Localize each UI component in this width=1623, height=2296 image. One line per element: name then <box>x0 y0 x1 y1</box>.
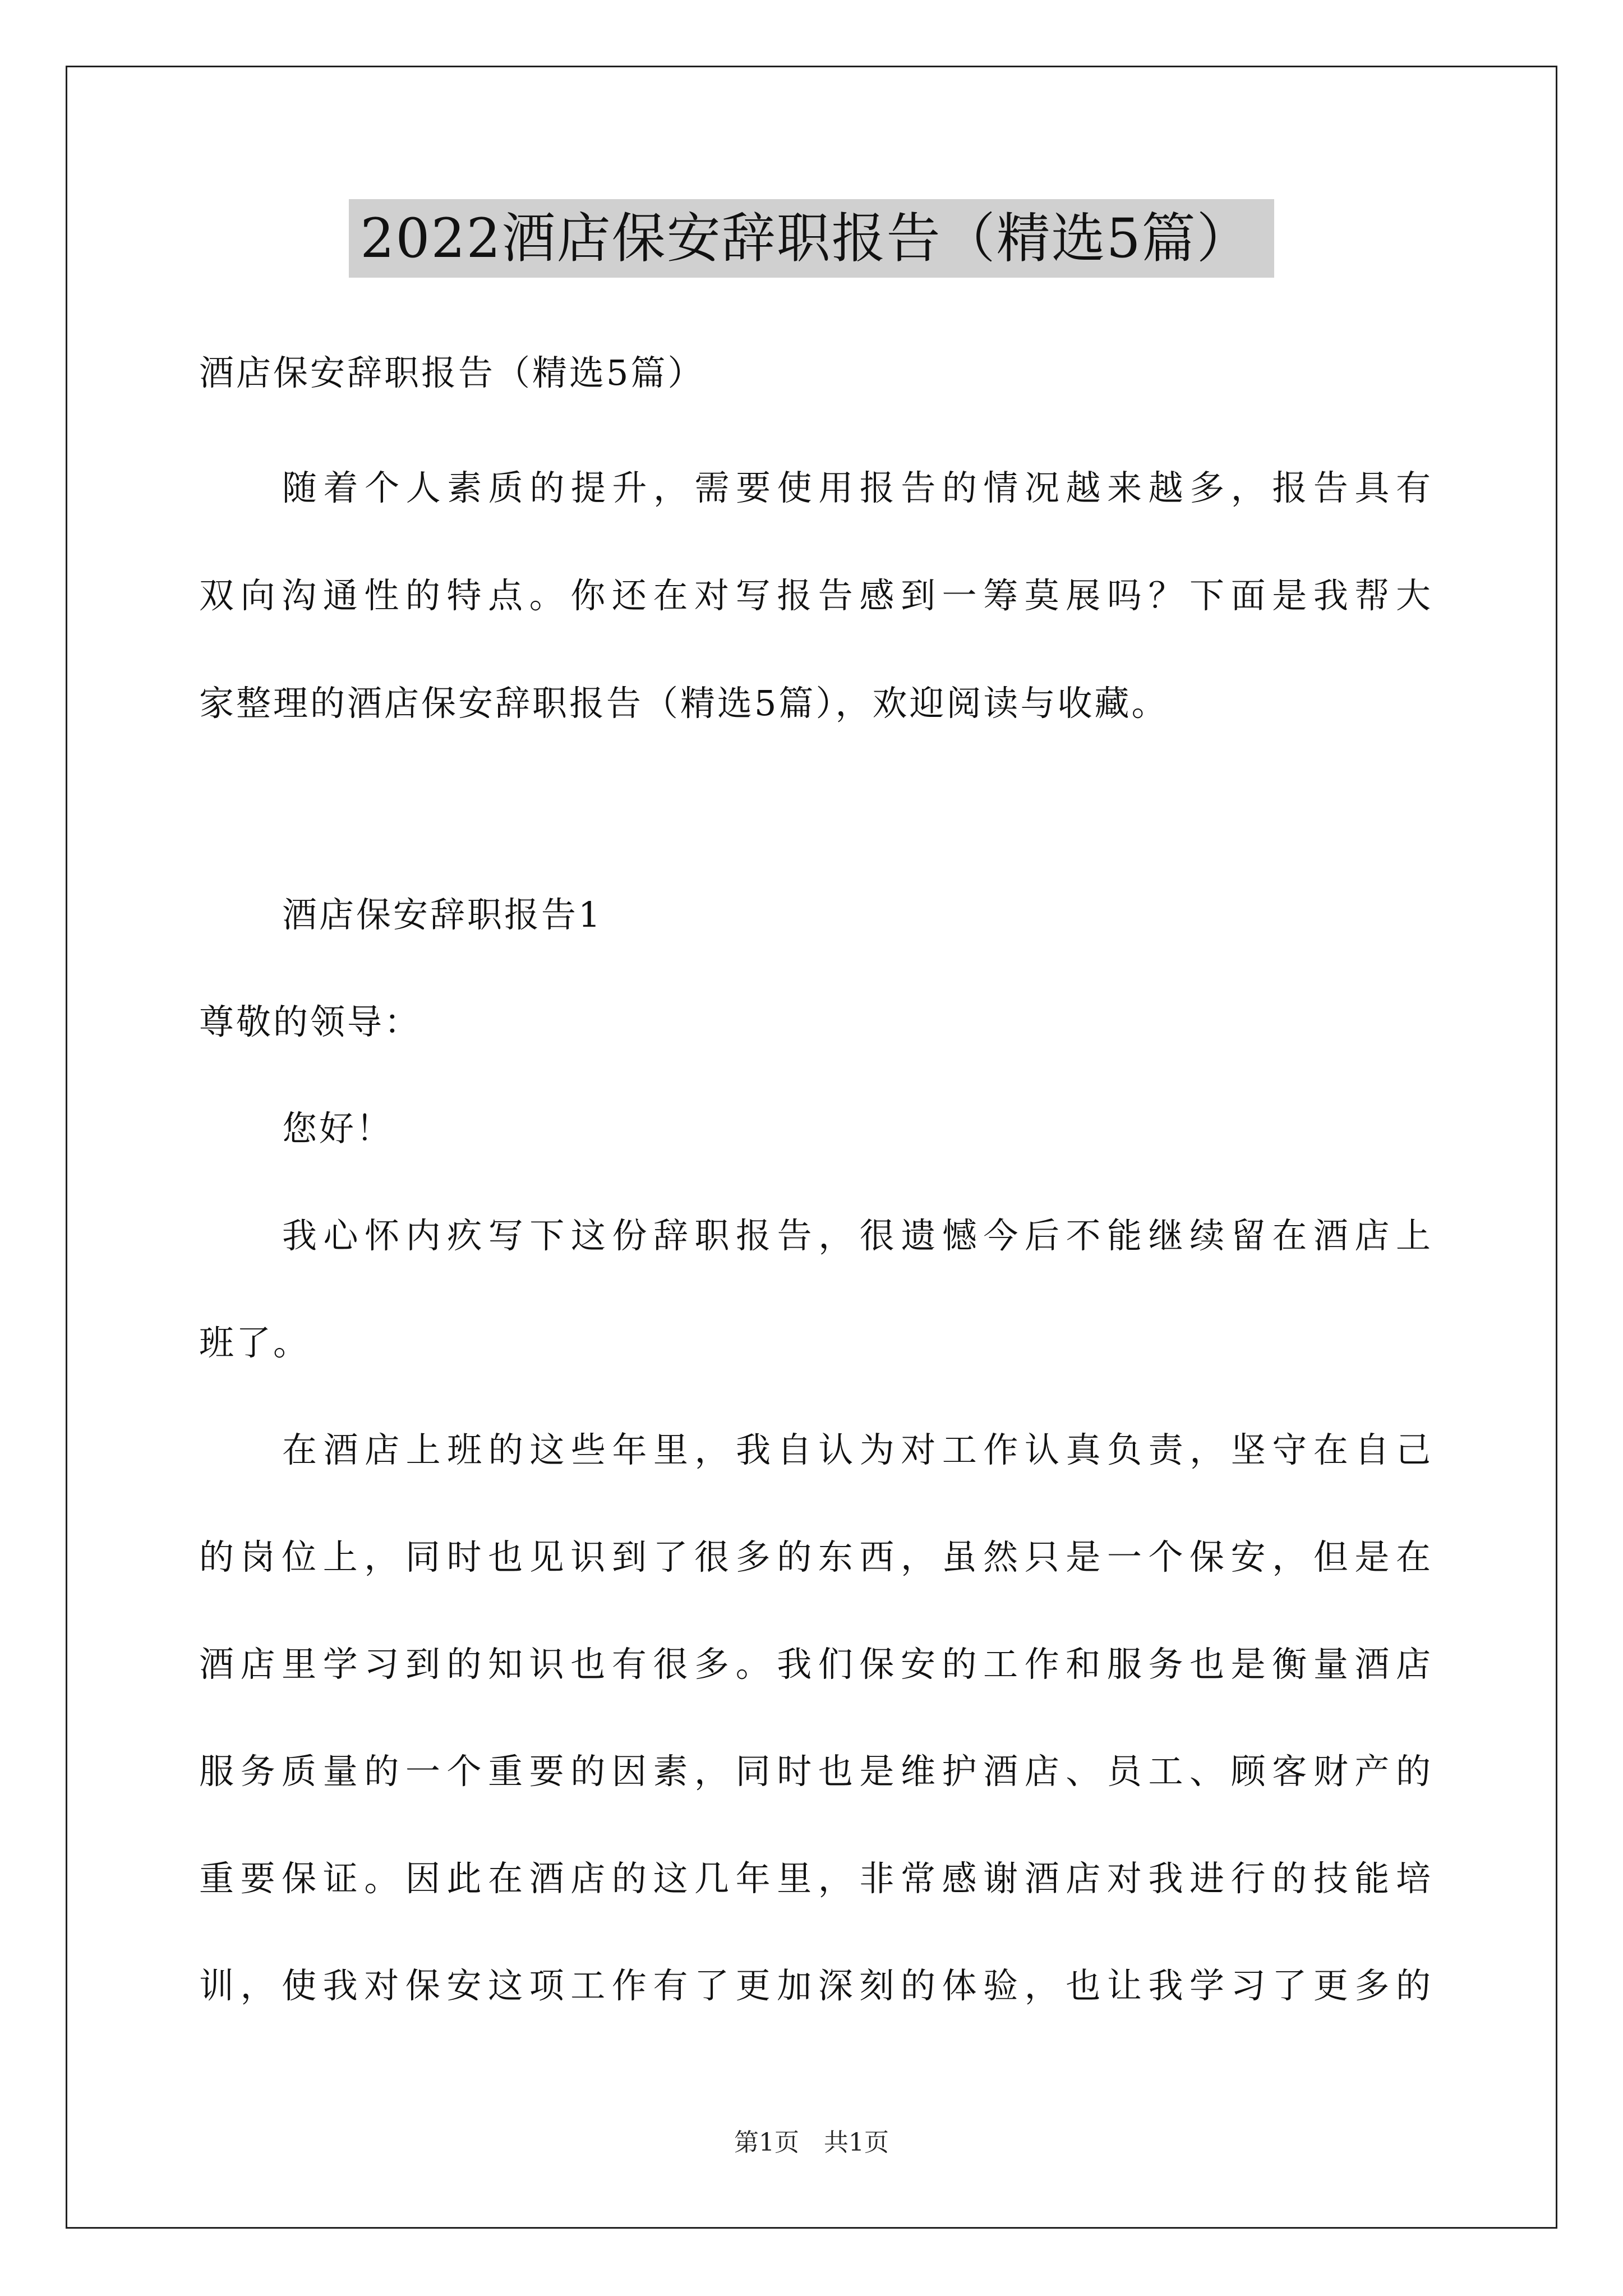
paragraph-line: 在酒店上班的这些年里，我自认为对工作认真负责，坚守在自己 <box>282 1429 1433 1470</box>
document-title: 2022酒店保安辞职报告（精选5篇） <box>349 199 1274 278</box>
greeting: 您好！ <box>282 1108 394 1149</box>
paragraph-line: 我心怀内疚写下这份辞职报告，很遗憾今后不能继续留在酒店上 <box>282 1215 1433 1256</box>
paragraph-line: 班了。 <box>199 1322 311 1363</box>
intro-line: 家整理的酒店保安辞职报告（精选5篇），欢迎阅读与收藏。 <box>199 683 1169 724</box>
intro-line: 随着个人素质的提升，需要使用报告的情况越来越多，报告具有 <box>282 467 1433 508</box>
document-subtitle: 酒店保安辞职报告（精选5篇） <box>199 352 705 393</box>
salutation: 尊敬的领导： <box>199 1001 422 1042</box>
paragraph-line: 的岗位上，同时也见识到了很多的东西，虽然只是一个保安，但是在 <box>199 1536 1433 1577</box>
paragraph-line: 训，使我对保安这项工作有了更加深刻的体验，也让我学习了更多的 <box>199 1965 1433 2006</box>
paragraph-line: 酒店里学习到的知识也有很多。我们保安的工作和服务也是衡量酒店 <box>199 1644 1433 1685</box>
paragraph-line: 重要保证。因此在酒店的这几年里，非常感谢酒店对我进行的技能培 <box>199 1858 1433 1899</box>
section-heading: 酒店保安辞职报告1 <box>282 894 603 935</box>
paragraph-line: 服务质量的一个重要的因素，同时也是维护酒店、员工、顾客财产的 <box>199 1751 1433 1792</box>
page-footer: 第1页 共1页 <box>734 2128 889 2157</box>
title-container <box>0 199 1623 278</box>
intro-line: 双向沟通性的特点。你还在对写报告感到一筹莫展吗？下面是我帮大 <box>199 575 1433 616</box>
